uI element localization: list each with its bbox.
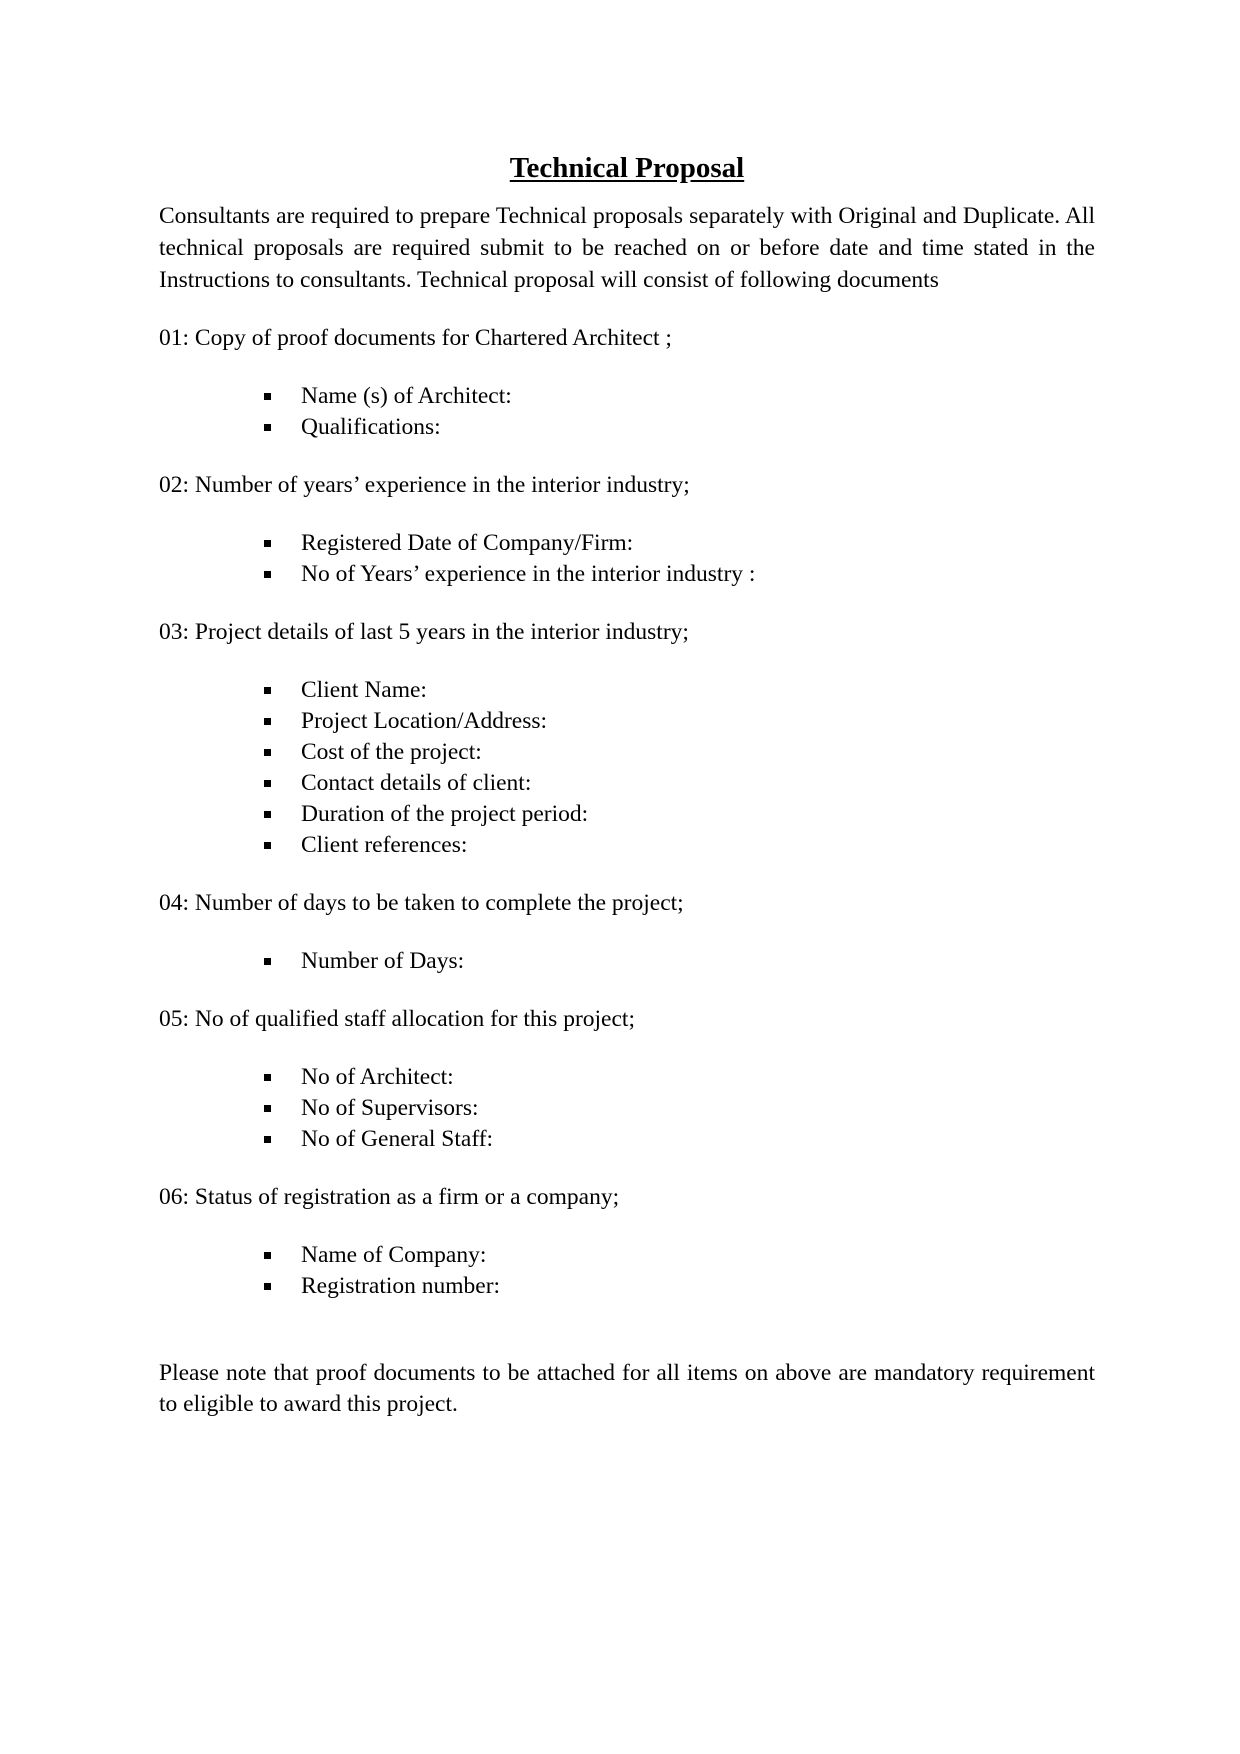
list-item: [159, 946, 1095, 977]
list-item-label: No of Architect:: [301, 1064, 454, 1090]
list-item: [159, 381, 1095, 412]
square-bullet-icon: [264, 1074, 271, 1081]
section-item-list: [159, 528, 1095, 590]
square-bullet-icon: [264, 571, 271, 578]
square-bullet-icon: [264, 842, 271, 849]
list-item: [159, 799, 1095, 830]
square-bullet-icon: [264, 749, 271, 756]
list-item: [159, 706, 1095, 737]
list-item-label: Registered Date of Company/Firm:: [301, 530, 634, 556]
list-item-label: No of General Staff:: [301, 1126, 494, 1152]
square-bullet-icon: [264, 393, 271, 400]
list-item-label: Name of Company:: [301, 1242, 487, 1268]
section-heading: 01: Copy of proof documents for Chartered Architect ;: [159, 325, 672, 351]
list-item-label: No of Supervisors:: [301, 1095, 479, 1121]
section-heading: 02: Number of years’ experience in the interior industry;: [159, 472, 690, 498]
square-bullet-icon: [264, 424, 271, 431]
list-item-label: Name (s) of Architect:: [301, 383, 512, 409]
square-bullet-icon: [264, 958, 271, 965]
square-bullet-icon: [264, 780, 271, 787]
closing-note: Please note that proof documents to be attached for all items on above are mandatory requirement to eligible to award this project.: [159, 1360, 1095, 1417]
square-bullet-icon: [264, 1252, 271, 1259]
list-item-label: No of Years’ experience in the interior industry :: [301, 561, 756, 587]
document-page: [159, 150, 1095, 1420]
list-item: [159, 1271, 1095, 1302]
section-heading: 04: Number of days to be taken to complete the project;: [159, 890, 684, 916]
list-item-label: Client references:: [301, 832, 468, 858]
list-item-label: Contact details of client:: [301, 770, 532, 796]
document-title: Technical Proposal: [509, 152, 745, 184]
square-bullet-icon: [264, 687, 271, 694]
square-bullet-icon: [264, 1136, 271, 1143]
square-bullet-icon: [264, 1105, 271, 1112]
list-item-label: Number of Days:: [301, 948, 465, 974]
list-item-label: Cost of the project:: [301, 739, 482, 765]
square-bullet-icon: [264, 540, 271, 547]
list-item: [159, 412, 1095, 443]
list-item: [159, 830, 1095, 861]
list-item: [159, 675, 1095, 706]
list-item: [159, 1124, 1095, 1155]
section-item-list: [159, 946, 1095, 977]
list-item: [159, 737, 1095, 768]
list-item-label: Qualifications:: [301, 414, 441, 440]
section-item-list: [159, 1240, 1095, 1302]
sections-container: [159, 322, 1095, 1302]
list-item: [159, 768, 1095, 799]
list-item-label: Client Name:: [301, 677, 427, 703]
square-bullet-icon: [264, 718, 271, 725]
section-item-list: [159, 675, 1095, 861]
list-item: [159, 528, 1095, 559]
section-heading: 06: Status of registration as a firm or a company;: [159, 1184, 620, 1210]
list-item-label: Duration of the project period:: [301, 801, 589, 827]
section-heading: 05: No of qualified staff allocation for this project;: [159, 1006, 635, 1032]
list-item-label: Registration number:: [301, 1273, 501, 1299]
square-bullet-icon: [264, 1283, 271, 1290]
intro-paragraph: Consultants are required to prepare Technical proposals separately with Original and Duplicate. All technical proposals are required submit to be reached on or before date and time stated in the Instructions to consultants. Technical proposal will consist of following documents: [159, 203, 1095, 293]
list-item-label: Project Location/Address:: [301, 708, 548, 734]
section-item-list: [159, 381, 1095, 443]
section-item-list: [159, 1062, 1095, 1155]
list-item: [159, 1093, 1095, 1124]
section-heading: 03: Project details of last 5 years in the interior industry;: [159, 619, 689, 645]
list-item: [159, 559, 1095, 590]
list-item: [159, 1062, 1095, 1093]
square-bullet-icon: [264, 811, 271, 818]
list-item: [159, 1240, 1095, 1271]
